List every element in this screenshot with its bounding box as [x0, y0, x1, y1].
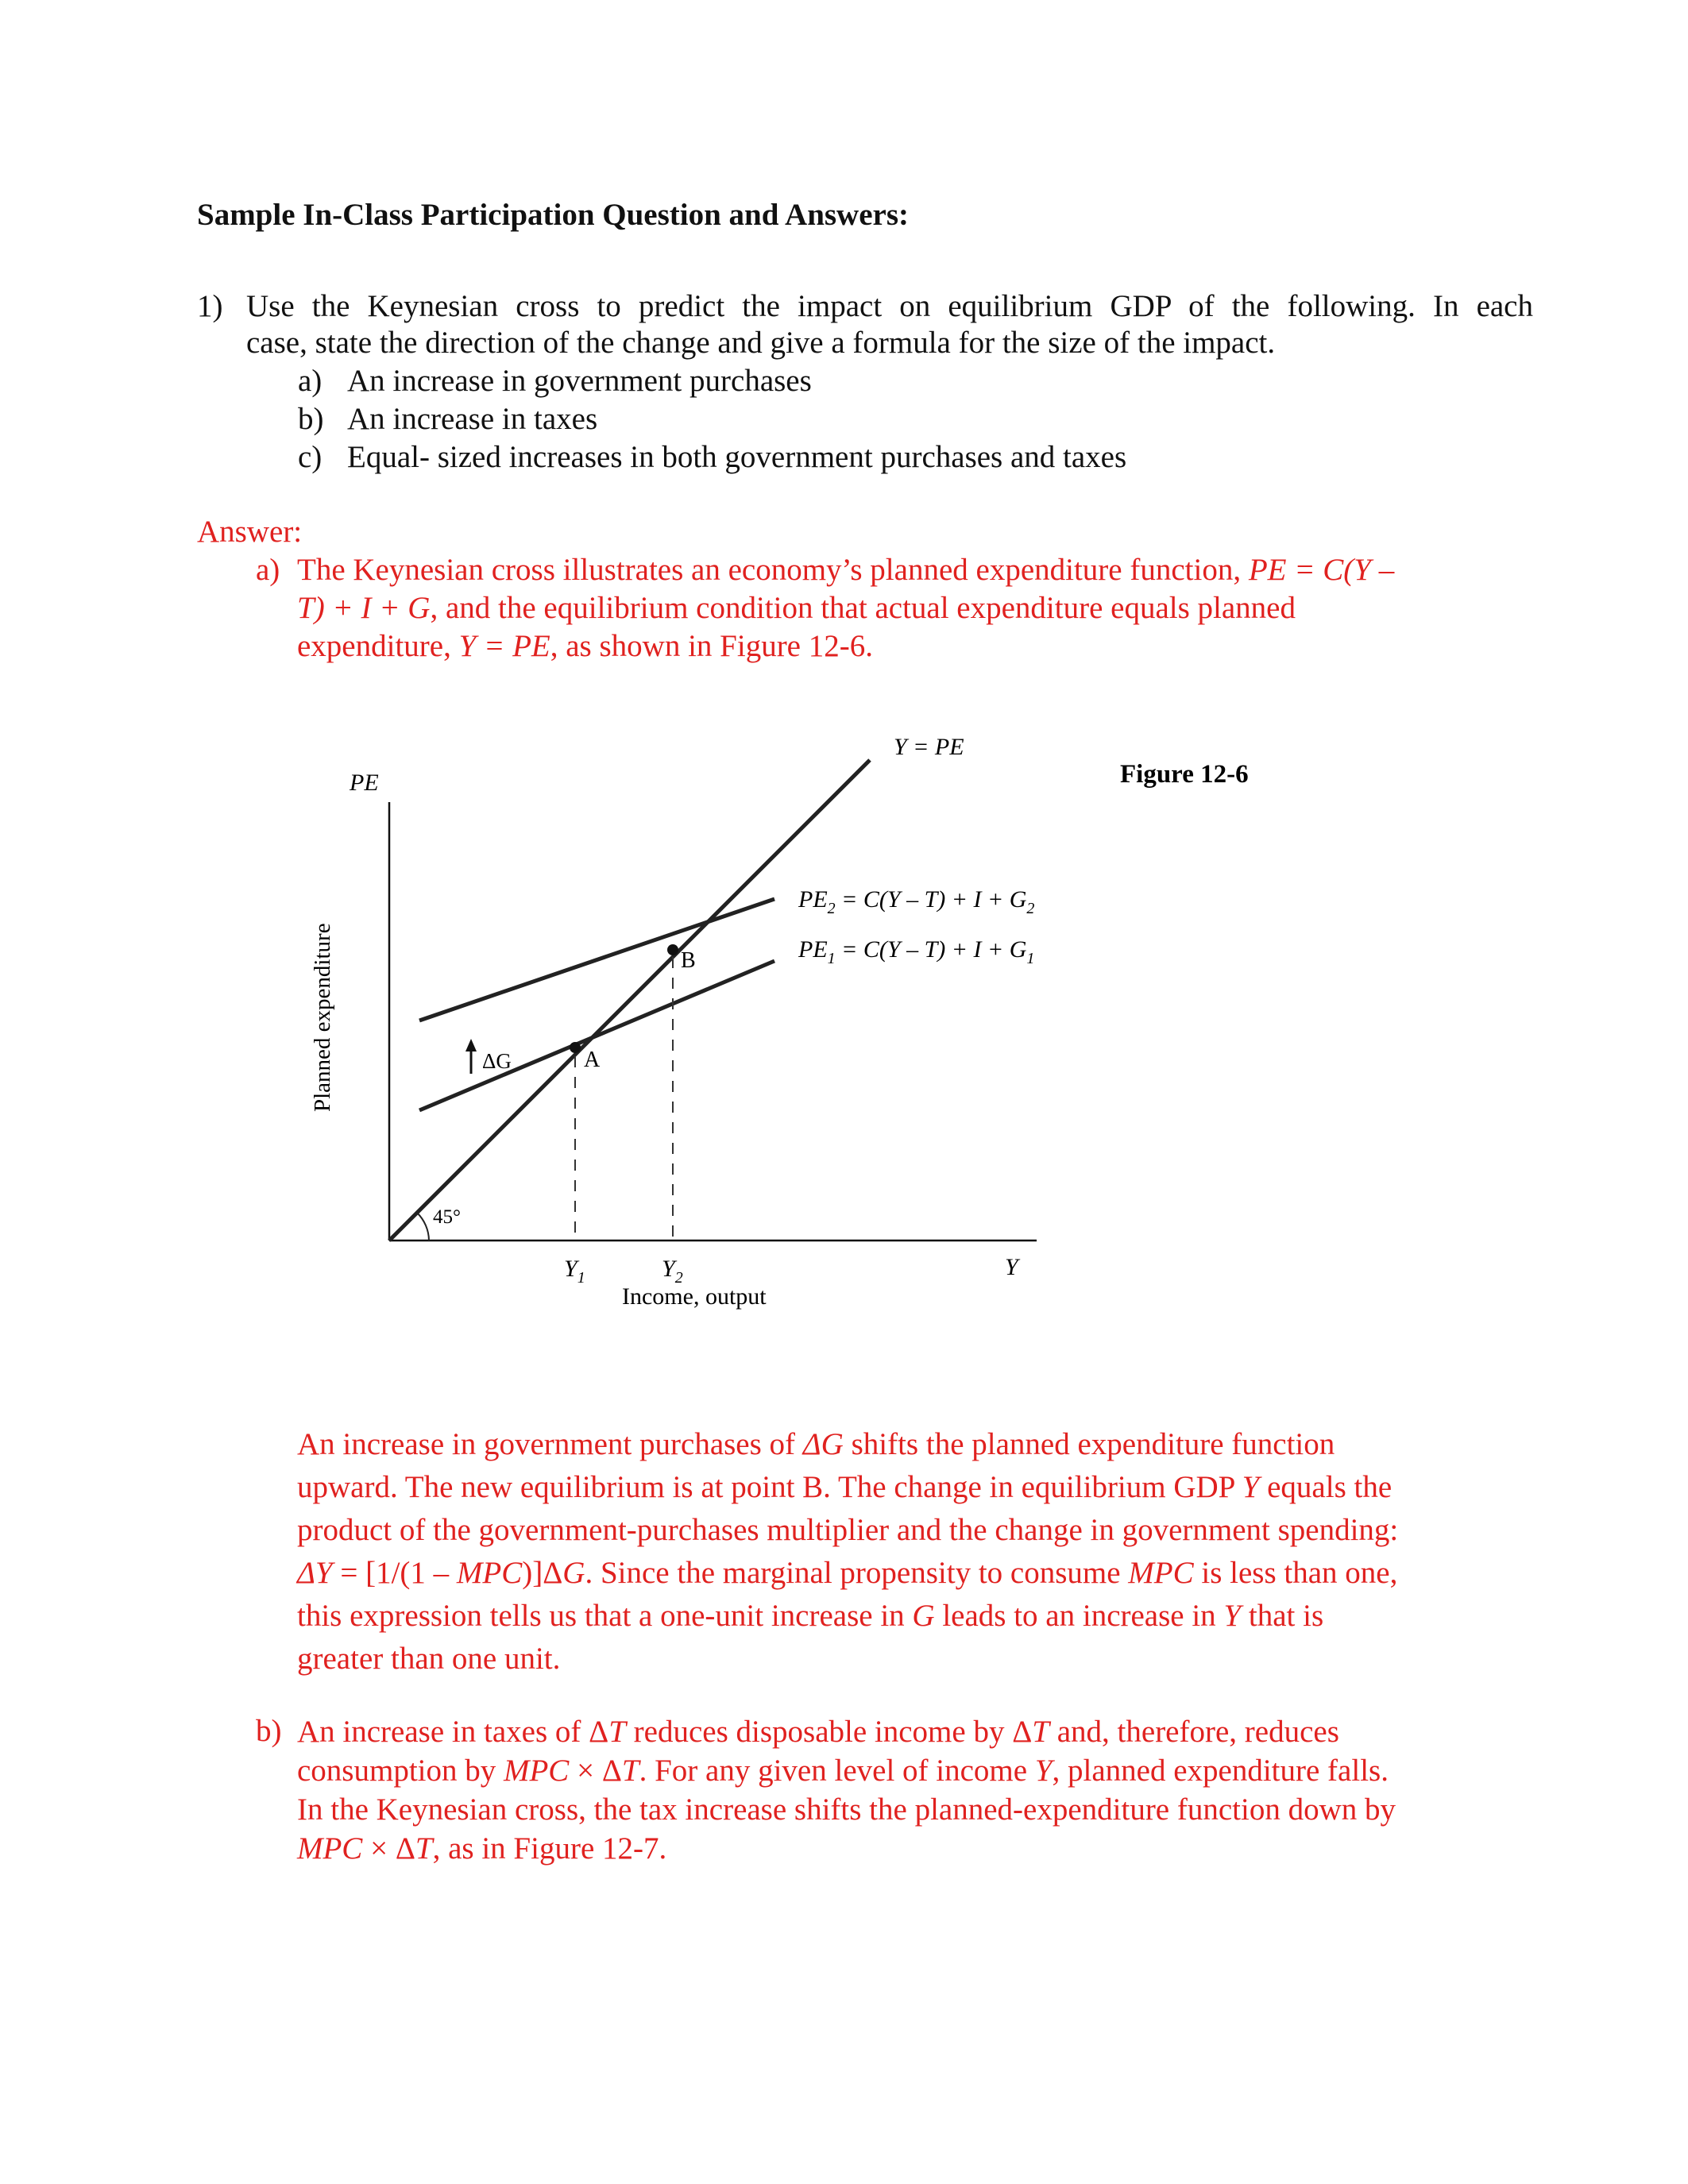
pe2-label: $PE_2 = C(Y - T) + I + G_2$	[798, 886, 1035, 917]
pe1-line	[419, 961, 774, 1110]
answer-label: Answer:	[197, 515, 303, 549]
y-axis-label: Planned expenditure	[310, 923, 335, 1112]
answer-b-label: b)	[256, 1714, 282, 1748]
pe1-label: $PE_1 = C(Y - T) + I + G_1$	[798, 936, 1035, 967]
point-b-label: B	[681, 948, 696, 973]
question-item-c-label: c)	[298, 440, 323, 474]
answer-a-line-2: T) + I + G, and the equilibrium condition that actual expenditure equals planned	[297, 591, 1296, 625]
x-axis-label: Income, output	[622, 1283, 767, 1310]
point-b-dot	[667, 944, 678, 955]
question-item-b-label: b)	[298, 402, 324, 436]
delta-g-arrowhead	[465, 1039, 477, 1051]
angle-label: 45°	[433, 1206, 461, 1228]
question-item-b: An increase in taxes	[347, 402, 598, 436]
question-item-c: Equal- sized increases in both government purchases and taxes	[347, 440, 1127, 474]
question-line-1: Use the Keynesian cross to predict the impact on equilibrium GDP of the following. In each	[246, 289, 1533, 323]
question-line-2: case, state the direction of the change and give a formula for the size of the impact.	[246, 326, 1276, 360]
y2-label: $Y_2$	[662, 1256, 683, 1287]
answer-a-line-3: expenditure, Y = PE, as shown in Figure 12-6.	[297, 629, 873, 663]
angle-arc	[417, 1213, 429, 1241]
delta-g-label: ΔG	[482, 1049, 512, 1073]
point-a-dot	[570, 1042, 581, 1053]
pe2-line	[419, 899, 774, 1021]
figure-caption: Figure 12-6	[1120, 760, 1249, 789]
answer-a-line-1: The Keynesian cross illustrates an economy’s planned expenditure function, PE = C(Y –	[297, 553, 1395, 587]
answer-a-label: a)	[256, 553, 280, 587]
question-number: 1)	[197, 289, 223, 323]
question-item-a-label: a)	[298, 364, 323, 398]
question-item-a: An increase in government purchases	[347, 364, 812, 398]
y-axis-symbol: PE	[350, 770, 379, 796]
45-degree-line	[389, 760, 870, 1241]
answer-a-paragraph: An increase in government purchases of ΔG shifts the planned expenditure function upward. The new equilibrium is at point B. The change in equilibrium GDP Y equals the product of the government-purchases multiplier and the change in government spending: ΔY = [1/(1 – MPC)]ΔG. Since the marginal propensity to consume MPC is less than one, this expression tells us that a one-unit increase in G leads to an increase in Y that is greater than one unit.	[297, 1427, 1399, 1676]
page-title: Sample In-Class Participation Question and Answers:	[197, 198, 910, 232]
answer-b-paragraph: An increase in taxes of ΔT reduces disposable income by ΔT and, therefore, reduces consumption by MPC × ΔT. For any given level of income Y, planned expenditure falls. In the Keynesian cross, the tax increase shifts the planned-expenditure function down by MPC × ΔT, as in Figure 12-7.	[297, 1715, 1396, 1866]
y1-label: $Y_1$	[564, 1256, 585, 1287]
line-45-label: Y = PE	[894, 734, 964, 760]
x-axis-symbol: Y	[1005, 1254, 1018, 1280]
point-a-label: A	[584, 1048, 601, 1072]
